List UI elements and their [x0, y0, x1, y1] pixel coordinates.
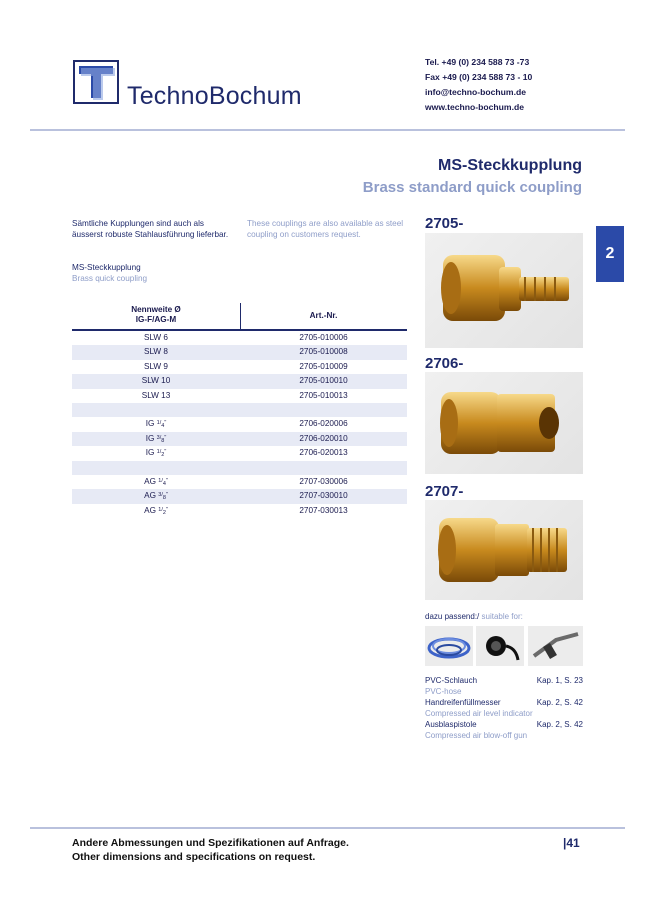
article-number-cell: 2706-020013: [299, 448, 348, 458]
coupling-female-thread-image: [425, 372, 583, 474]
size-cell: AG $^{1/4"}$: [144, 476, 168, 487]
article-number-cell: 2706-020010: [299, 433, 348, 443]
column-header-article: Art.-Nr.: [309, 311, 338, 320]
table-row: [72, 389, 407, 403]
tire-gauge-icon: [476, 626, 524, 666]
product-number-2707: 2707-: [425, 483, 464, 500]
technobochum-logo-icon: [73, 60, 119, 104]
footer-note: [72, 836, 349, 864]
table-row: [72, 360, 407, 374]
fax-number: Fax +49 (0) 234 588 73 - 10: [425, 72, 533, 82]
chapter-tab: 2: [596, 226, 624, 282]
coupling-hose-barb-icon: [425, 233, 583, 348]
website-link[interactable]: www.techno-bochum.de: [425, 102, 524, 112]
footer-note-en: Other dimensions and specifications on request.: [72, 851, 316, 863]
table-row: [72, 489, 407, 503]
suitable-for-label: dazu passend:/ suitable for:: [425, 612, 523, 621]
table-row: [72, 475, 407, 489]
coupling-male-thread-image: [425, 500, 583, 600]
table-body: [72, 331, 407, 518]
blowoff-gun-thumbnail: [528, 626, 583, 666]
pvc-hose-icon: [425, 626, 473, 666]
size-cell: SLW 9: [144, 361, 168, 371]
article-table: [72, 303, 407, 518]
blowoff-gun-icon: [528, 626, 583, 666]
size-cell: SLW 10: [141, 376, 171, 386]
brand-name: TechnoBochum: [127, 82, 302, 110]
coupling-male-thread-icon: [425, 500, 583, 600]
article-number-cell: 2705-010010: [299, 376, 348, 386]
subheading-de: MS-Steckkupplung: [72, 263, 141, 272]
pvc-hose-thumbnail: [425, 626, 473, 666]
article-number-cell: 2707-030013: [299, 505, 348, 515]
accessory-blowoff-gun[interactable]: Ausblaspistole Compressed air blow-off gun Kap. 2, S. 42: [425, 720, 583, 740]
footer-divider: [30, 827, 625, 829]
table-row: [72, 461, 407, 475]
size-cell: SLW 6: [144, 333, 168, 342]
table-row: [72, 403, 407, 417]
size-cell: IG $^{1/4"}$: [145, 419, 167, 430]
size-cell: AG $^{1/2"}$: [144, 505, 168, 516]
article-number-cell: 2705-010008: [299, 347, 348, 357]
footer-note-de: Andere Abmessungen und Spezifikationen auf Anfrage.: [72, 837, 349, 849]
column-header-size: Nennweite Ø IG-F/AG-M: [131, 305, 181, 324]
size-cell: AG $^{3/8"}$: [144, 491, 168, 502]
article-number-cell: 2707-030010: [299, 491, 348, 501]
size-cell: SLW 8: [144, 347, 168, 357]
article-number-cell: 2705-010006: [299, 333, 348, 342]
contact-block: [425, 55, 532, 115]
table-header: [72, 303, 407, 331]
article-number-cell: 2706-020006: [299, 419, 348, 429]
table-row: [72, 446, 407, 460]
article-number-cell: 2707-030006: [299, 476, 348, 486]
table-row: [72, 345, 407, 359]
size-cell: SLW 13: [141, 390, 171, 400]
accessory-pvc-hose[interactable]: PVC-Schlauch PVC-hose Kap. 1, S. 23: [425, 676, 583, 696]
accessory-ref: Kap. 2, S. 42: [536, 720, 583, 729]
page-number: |41: [563, 836, 580, 850]
table-row: [72, 432, 407, 446]
table-row: [72, 374, 407, 388]
table-row: [72, 504, 407, 518]
phone-number: Tel. +49 (0) 234 588 73 -73: [425, 57, 530, 67]
product-number-2705: 2705-: [425, 215, 464, 232]
intro-text-de: Sämtliche Kupplungen sind auch als äusserst robuste Stahlausführung lieferbar.: [72, 219, 229, 239]
table-row: [72, 417, 407, 431]
intro-text-en: These couplings are also available as steel coupling on customers request.: [247, 219, 404, 239]
accessory-ref: Kap. 1, S. 23: [536, 676, 583, 685]
article-number-cell: 2705-010013: [299, 390, 348, 400]
tire-gauge-thumbnail: [476, 626, 524, 666]
coupling-female-thread-icon: [425, 372, 583, 474]
coupling-hose-barb-image: [425, 233, 583, 348]
subheading-en: Brass quick coupling: [72, 274, 148, 283]
accessory-ref: Kap. 2, S. 42: [536, 698, 583, 707]
accessory-tire-gauge[interactable]: Handreifenfüllmesser Compressed air level indicator Kap. 2, S. 42: [425, 698, 583, 718]
table-row: [72, 331, 407, 345]
header-divider: [30, 129, 625, 131]
size-cell: IG $^{1/2"}$: [145, 448, 167, 459]
page-title-en: Brass standard quick coupling: [362, 179, 582, 196]
email-link[interactable]: info@techno-bochum.de: [425, 87, 526, 97]
page-title-de: MS-Steckkupplung: [437, 157, 582, 174]
product-number-2706: 2706-: [425, 355, 464, 372]
size-cell: IG $^{3/8"}$: [145, 433, 167, 444]
article-number-cell: 2705-010009: [299, 361, 348, 371]
